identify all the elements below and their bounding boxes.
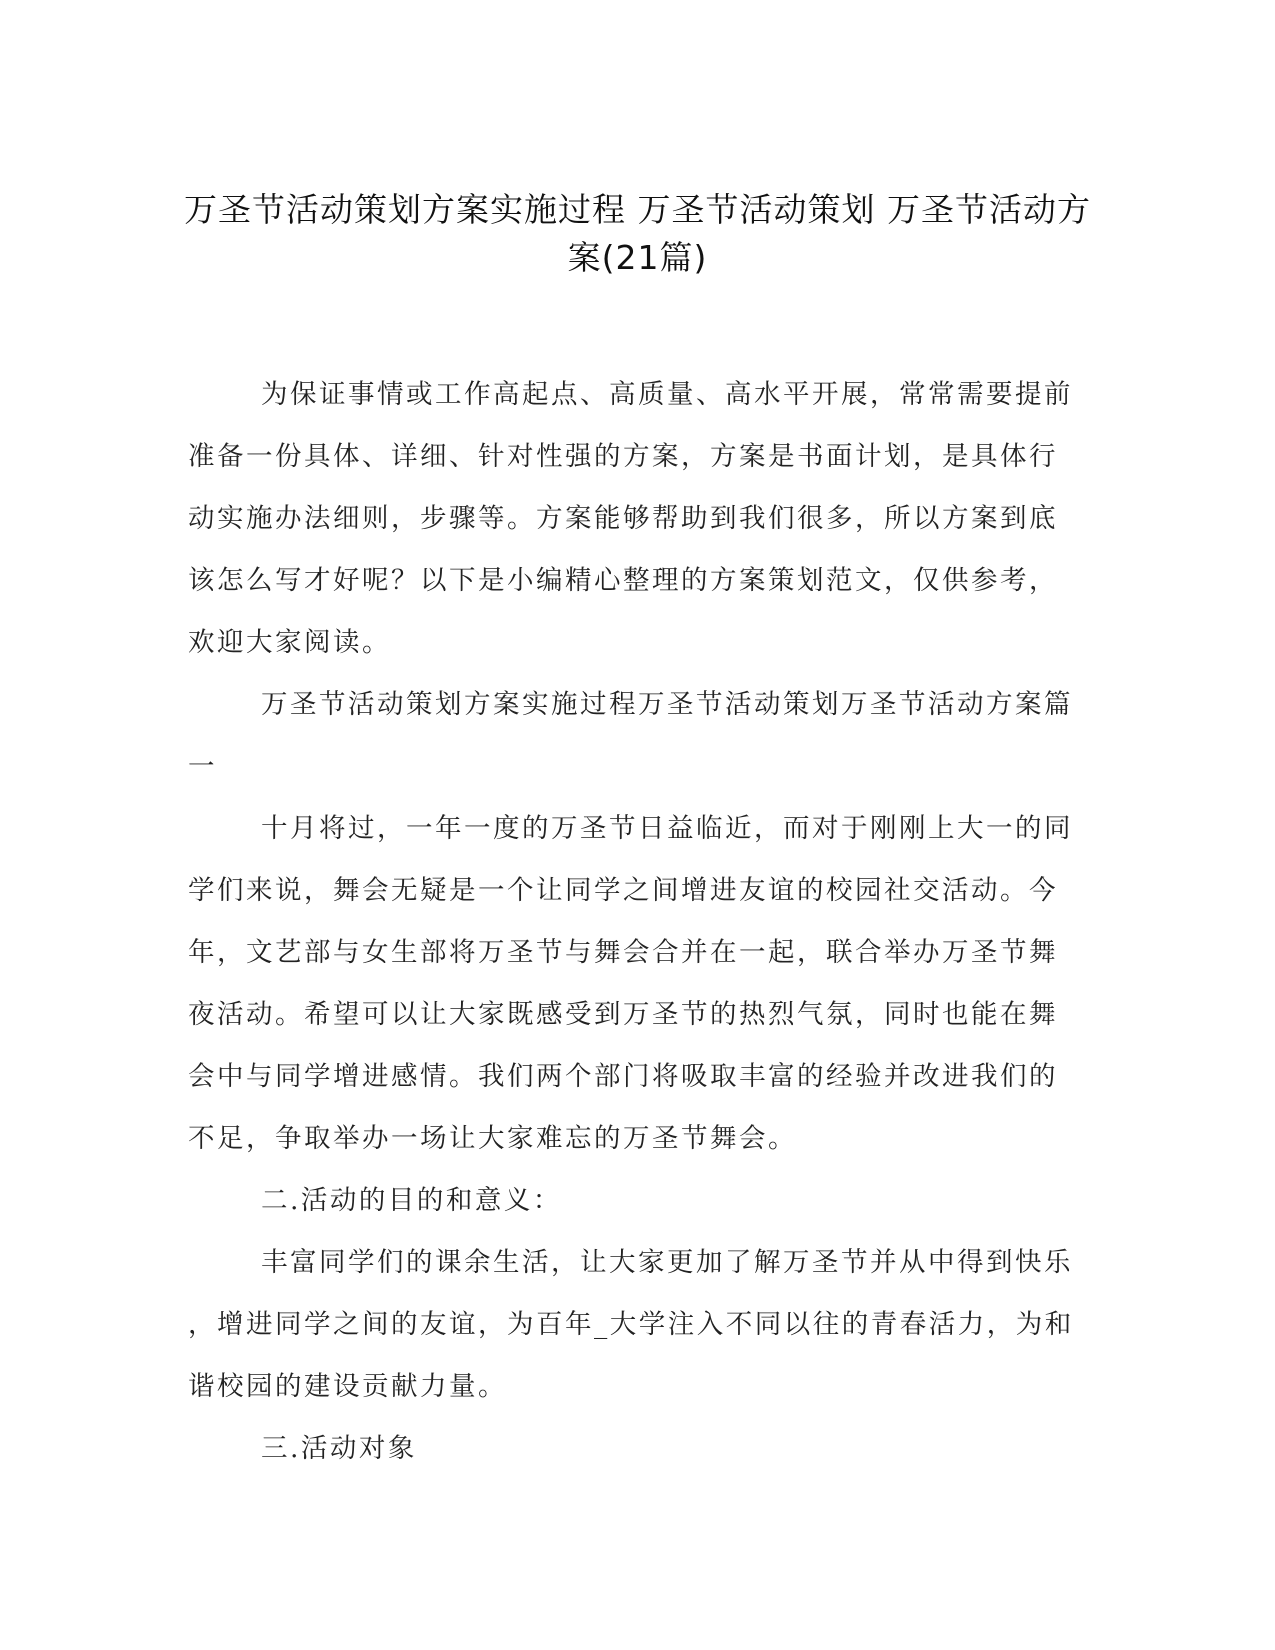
text-line: 万圣节活动策划方案实施过程万圣节活动策划万圣节活动方案篇 [261, 689, 1073, 720]
purpose-paragraph [188, 1232, 1080, 1418]
text-line: 不足，争取举办一场让大家难忘的万圣节舞会。 [188, 1123, 797, 1154]
section-heading-paragraph [188, 674, 1080, 798]
title-line-2: 案(21篇) [567, 238, 708, 277]
purpose-heading [188, 1170, 1080, 1232]
text-line: 准备一份具体、详细、针对性强的方案，方案是书面计划，是具体行 [188, 441, 1058, 472]
text-line: 学们来说，舞会无疑是一个让同学之间增进友谊的校园社交活动。今 [188, 875, 1058, 906]
text-line: 谐校园的建设贡献力量。 [188, 1371, 507, 1402]
text-line: 三.活动对象 [261, 1433, 417, 1464]
text-line: 十月将过，一年一度的万圣节日益临近，而对于刚刚上大一的同 [261, 813, 1073, 844]
text-line: 为保证事情或工作高起点、高质量、高水平开展，常常需要提前 [261, 379, 1073, 410]
intro-paragraph [188, 364, 1080, 674]
text-line: 丰富同学们的课余生活，让大家更加了解万圣节并从中得到快乐 [261, 1247, 1073, 1278]
text-line: 夜活动。希望可以让大家既感受到万圣节的热烈气氛，同时也能在舞 [188, 999, 1058, 1030]
text-line: 该怎么写才好呢？以下是小编精心整理的方案策划范文，仅供参考， [188, 565, 1058, 596]
text-line: 欢迎大家阅读。 [188, 627, 391, 658]
background-paragraph [188, 798, 1080, 1170]
text-line: 会中与同学增进感情。我们两个部门将吸取丰富的经验并改进我们的 [188, 1061, 1058, 1092]
text-line: ，增进同学之间的友谊，为百年_大学注入不同以往的青春活力，为和 [188, 1309, 1074, 1340]
title-line-1: 万圣节活动策划方案实施过程 万圣节活动策划 万圣节活动方 [184, 190, 1091, 229]
text-line: 动实施办法细则，步骤等。方案能够帮助到我们很多，所以方案到底 [188, 503, 1058, 534]
document-body [188, 364, 1080, 1480]
audience-heading [188, 1418, 1080, 1480]
document-title [150, 186, 1125, 282]
text-line: 二.活动的目的和意义： [261, 1185, 562, 1216]
text-line: 一 [188, 751, 217, 782]
text-line: 年，文艺部与女生部将万圣节与舞会合并在一起，联合举办万圣节舞 [188, 937, 1058, 968]
